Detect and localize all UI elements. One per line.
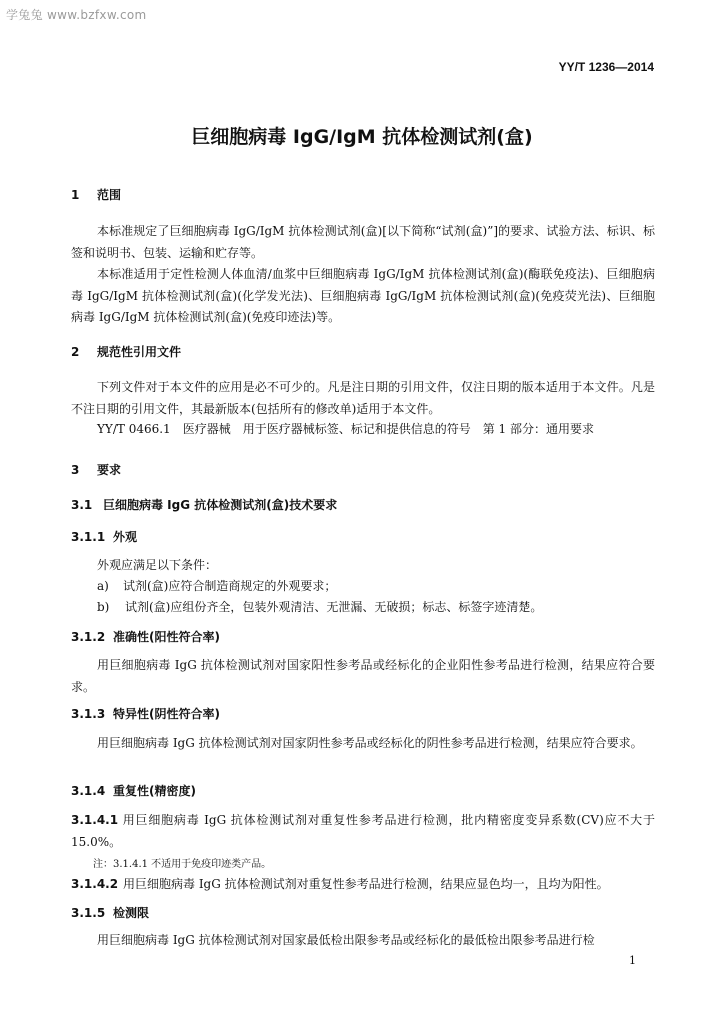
clause-3-1-4-1 [71,810,655,853]
document-title: 巨细胞病毒 IgG/IgM 抗体检测试剂(盒) [191,126,533,148]
clause-number: 3.1.4 [71,784,106,798]
note: 注：3.1.4.1 不适用于免疫印迹类产品。 [93,859,272,870]
clause-number: 3.1.3 [71,707,106,721]
list-marker: a) [97,579,109,593]
paragraph-text: 用巨细胞病毒 IgG 抗体检测试剂对重复性参考品进行检测，批内精密度变异系数(CV)应不大于 15.0%。 [71,813,655,849]
list-text: 试剂(盒)应符合制造商规定的外观要求； [123,579,337,593]
section-title: 要求 [97,463,122,477]
list-item [97,598,542,615]
section-2-heading [71,343,181,360]
section-1-paragraph-2 [71,264,655,329]
section-3-heading [71,461,121,478]
clause-3-1-1-heading [71,528,137,545]
clause-number: 3.1.5 [71,906,106,920]
clause-title: 外观 [113,530,138,544]
list-text: 试剂(盒)应组份齐全，包装外观清洁、无泄漏、无破损；标志、标签字迹清楚。 [125,600,543,614]
section-1-heading [71,186,121,203]
paragraph-text: 用巨细胞病毒 IgG 抗体检测试剂对国家阳性参考品或经标化的企业阳性参考品进行检测，结果应符合要求。 [71,658,655,694]
clause-number: 3.1 [71,498,93,512]
clause-title: 检测限 [113,906,150,920]
paragraph-text: 本标准规定了巨细胞病毒 IgG/IgM 抗体检测试剂(盒)[以下简称“试剂(盒)”]的要求、试验方法、标识、标签和说明书、包装、运输和贮存等。 [71,224,655,260]
paragraph-text: 用巨细胞病毒 IgG 抗体检测试剂对国家阴性参考品或经标化的阴性参考品进行检测，结果应符合要求。 [97,736,643,750]
clause-3-1-heading [71,496,337,513]
section-number: 3 [71,463,80,477]
clause-number: 3.1.4.2 [71,877,119,891]
paragraph-text: 下列文件对于本文件的应用是必不可少的。凡是注日期的引用文件，仅注日期的版本适用于本文件。凡是不注日期的引用文件，其最新版本(包括所有的修改单)适用于本文件。 [71,380,655,416]
clause-number: 3.1.4.1 [71,813,119,827]
section-title: 范围 [97,188,122,202]
list-marker: b) [97,600,110,614]
clause-number: 3.1.1 [71,530,106,544]
normative-reference: YY/T 0466.1 医疗器械 用于医疗器械标签、标记和提供信息的符号 第 1 部分：通用要求 [97,422,594,436]
clause-title: 巨细胞病毒 IgG 抗体检测试剂(盒)技术要求 [103,498,338,512]
clause-3-1-4-2 [71,875,609,892]
clause-title: 重复性(精密度) [113,784,196,798]
paragraph-text: 用巨细胞病毒 IgG 抗体检测试剂对重复性参考品进行检测，结果应显色均一，且均为阳性。 [123,877,609,891]
clause-3-1-4-heading [71,782,196,799]
section-title: 规范性引用文件 [97,345,182,359]
section-2-paragraph [71,377,655,420]
appearance-intro: 外观应满足以下条件： [97,558,218,572]
page-number: 1 [629,954,636,967]
clause-3-1-2-heading [71,628,220,645]
clause-3-1-2-paragraph [71,655,655,698]
clause-number: 3.1.2 [71,630,106,644]
section-number: 1 [71,188,80,202]
section-number: 2 [71,345,80,359]
clause-title: 准确性(阳性符合率) [113,630,220,644]
watermark: 学兔兔 www.bzfxw.com [6,8,147,22]
clause-title: 特异性(阴性符合率) [113,707,220,721]
paragraph-text: 本标准适用于定性检测人体血清/血浆中巨细胞病毒 IgG/IgM 抗体检测试剂(盒)(酶联免疫法)、巨细胞病毒 IgG/IgM 抗体检测试剂(盒)(化学发光法)、巨细胞病毒 IgG/IgM 抗体检测试剂(盒)(免疫荧光法)、巨细胞病毒 IgG/IgM 抗体检测试剂(盒)(免疫印迹法)等。 [71,267,655,324]
clause-3-1-3-paragraph [71,733,655,755]
standard-code: YY/T 1236—2014 [558,60,654,74]
clause-3-1-5-heading [71,904,149,921]
section-1-paragraph-1 [71,221,655,264]
clause-3-1-3-heading [71,705,220,722]
clause-3-1-5-paragraph: 用巨细胞病毒 IgG 抗体检测试剂对国家最低检出限参考品或经标化的最低检出限参考品进行检 [97,933,595,947]
list-item [97,577,336,594]
